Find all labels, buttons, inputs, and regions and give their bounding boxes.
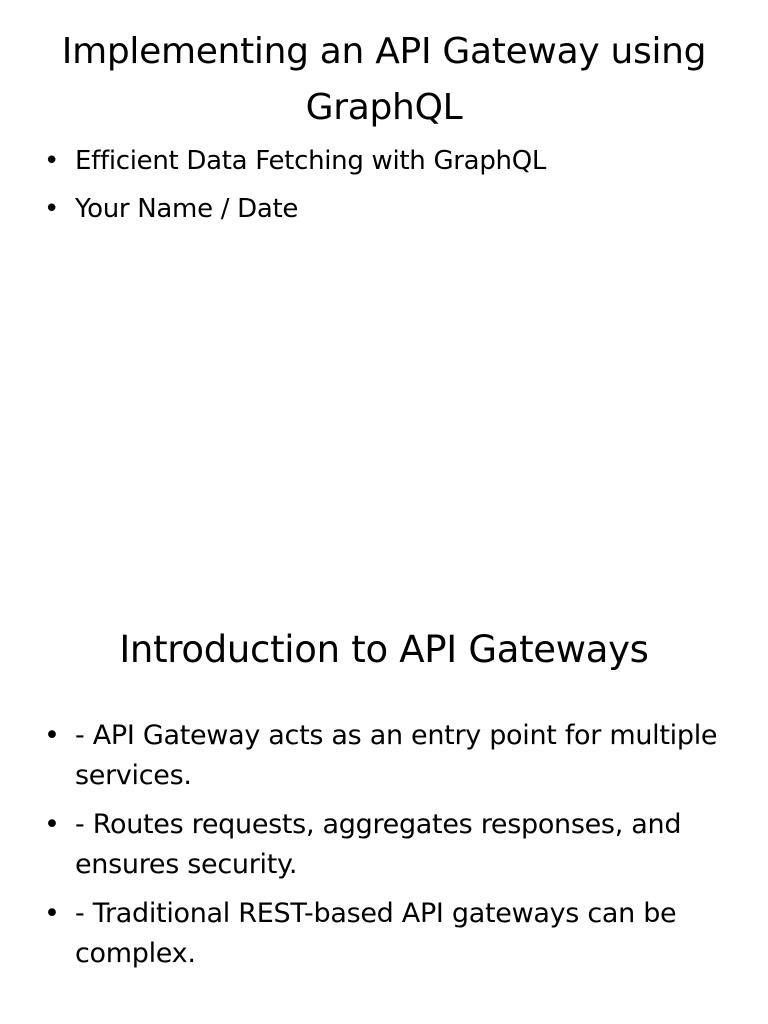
slide-title: Implementing an API Gateway using GraphQL bbox=[61, 31, 707, 128]
bullet-icon: • bbox=[44, 720, 60, 751]
bullet-text: - API Gateway acts as an entry point for multiple services. bbox=[75, 720, 718, 791]
bullet-text: - Traditional REST-based API gateways can be complex. bbox=[75, 898, 677, 969]
bullet-icon: • bbox=[44, 809, 60, 840]
bullet-list bbox=[40, 716, 730, 983]
bullet-item bbox=[40, 716, 730, 796]
slide-title: Introduction to API Gateways bbox=[119, 628, 649, 671]
bullet-item bbox=[40, 805, 730, 885]
bullet-icon: • bbox=[44, 898, 60, 929]
bullet-item bbox=[40, 189, 730, 229]
bullet-item bbox=[40, 894, 730, 974]
bullet-text: Your Name / Date bbox=[75, 194, 299, 224]
bullet-text: - Routes requests, aggregates responses, and ensures security. bbox=[75, 809, 682, 880]
bullet-icon: • bbox=[44, 146, 60, 176]
bullet-icon: • bbox=[44, 194, 60, 224]
bullet-item bbox=[40, 141, 730, 181]
slide-2 bbox=[0, 512, 768, 1024]
bullet-text: Efficient Data Fetching with GraphQL bbox=[75, 146, 547, 176]
bullet-list bbox=[40, 141, 730, 237]
